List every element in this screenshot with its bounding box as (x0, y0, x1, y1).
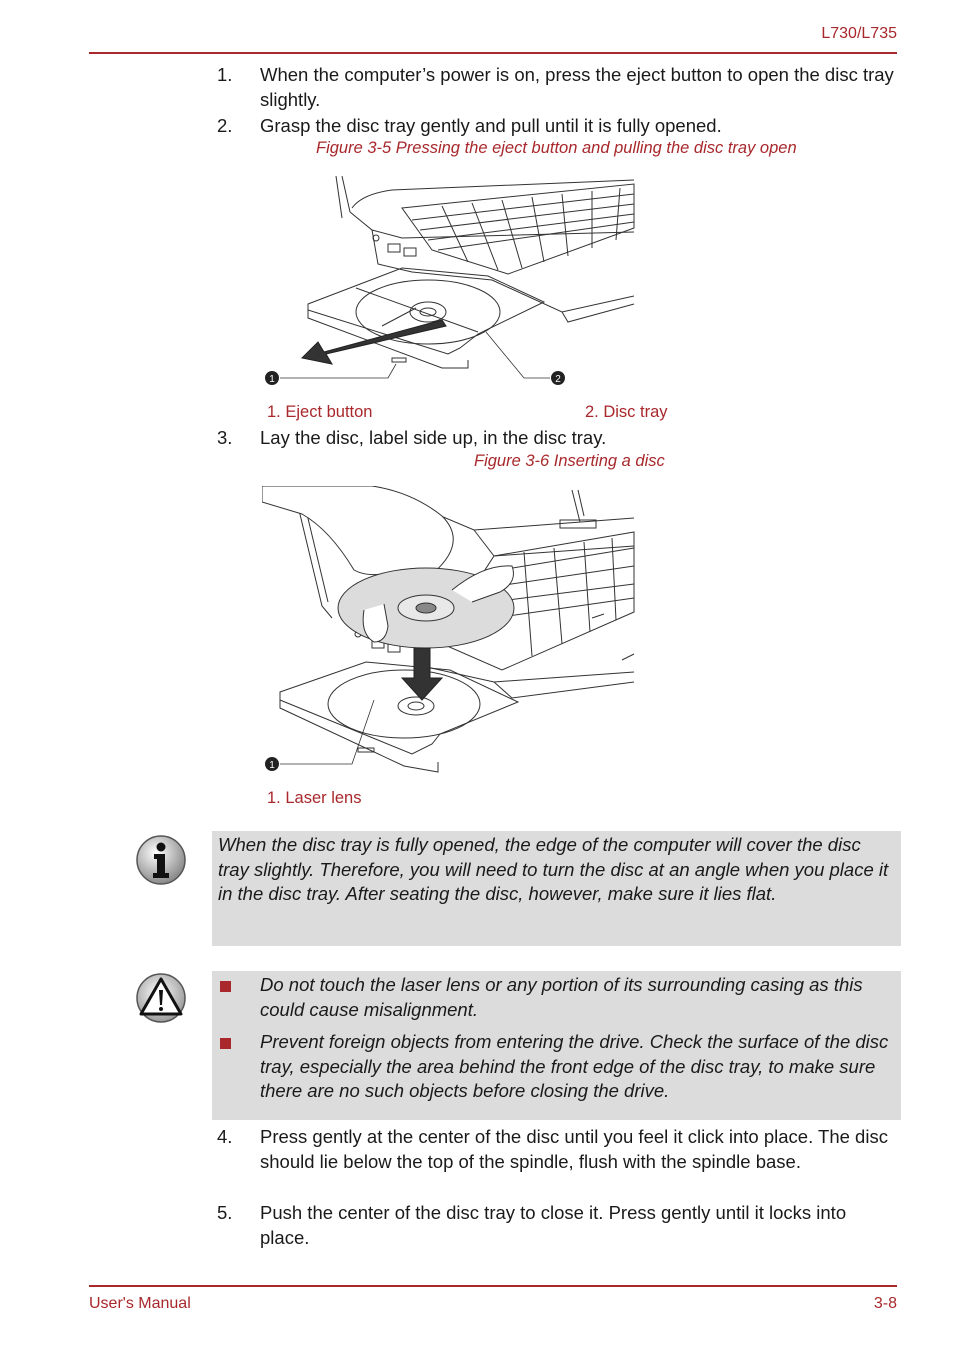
figure-eject-tray (262, 172, 642, 392)
step-number: 3. (217, 427, 233, 448)
step-text: Push the center of the disc tray to close it. Press gently until it locks into place. (260, 1202, 847, 1248)
legend-laser-lens: 1. Laser lens (267, 789, 362, 807)
warning-note (212, 971, 901, 1120)
callout-label-2: 2 (555, 374, 561, 385)
step-1 (217, 63, 897, 112)
figure-caption: Figure 3-5 Pressing the eject button and pulling the disc tray open (316, 139, 797, 157)
figure-caption: Figure 3-6 Inserting a disc (474, 452, 665, 470)
step-text: Lay the disc, label side up, in the disc tray. (260, 427, 607, 448)
warning-item (212, 973, 901, 1022)
step-number: 4. (217, 1126, 233, 1147)
info-icon (134, 833, 188, 887)
header-rule (89, 52, 897, 54)
footer-rule (89, 1285, 897, 1287)
step-number: 5. (217, 1202, 233, 1223)
callout-label-1: 1 (269, 760, 275, 771)
warning-item-text: Prevent foreign objects from entering the drive. Check the surface of the disc tray, especially the area behind the front edge of the disc tray, to make sure there are no such objects before closing the drive. (260, 1031, 889, 1101)
step-number: 1. (217, 64, 233, 85)
legend-disc-tray: 2. Disc tray (585, 403, 668, 421)
step-number: 2. (217, 115, 233, 136)
legend-eject-button: 1. Eject button (267, 403, 373, 421)
footer-title: User's Manual (89, 1295, 191, 1312)
step-5 (217, 1201, 897, 1250)
step-text: Grasp the disc tray gently and pull until it is fully opened. (260, 115, 722, 136)
bullet-square (220, 1038, 231, 1049)
step-4 (217, 1125, 897, 1174)
warning-icon (134, 972, 188, 1024)
callout-label-1: 1 (269, 374, 275, 385)
step-text: Press gently at the center of the disc until you feel it click into place. The disc should lie below the top of the spindle, flush with the spindle base. (260, 1126, 888, 1172)
step-text: When the computer’s power is on, press the eject button to open the disc tray slightly. (260, 64, 894, 110)
warning-item (212, 1030, 901, 1104)
info-note (212, 831, 901, 946)
bullet-square (220, 981, 231, 992)
info-note-text: When the disc tray is fully opened, the edge of the computer will cover the disc tray slightly. Therefore, you will need to turn the disc at an angle when you place it in the disc tray. After seating the disc, however, make sure it lies flat. (218, 834, 889, 904)
step-3 (217, 426, 897, 451)
page-number: 3-8 (873, 1295, 897, 1312)
figure-inserting-disc (262, 486, 642, 780)
step-2 (217, 114, 897, 139)
header-model: L730/L735 (821, 25, 897, 42)
warning-item-text: Do not touch the laser lens or any portion of its surrounding casing as this could cause misalignment. (260, 974, 863, 1020)
